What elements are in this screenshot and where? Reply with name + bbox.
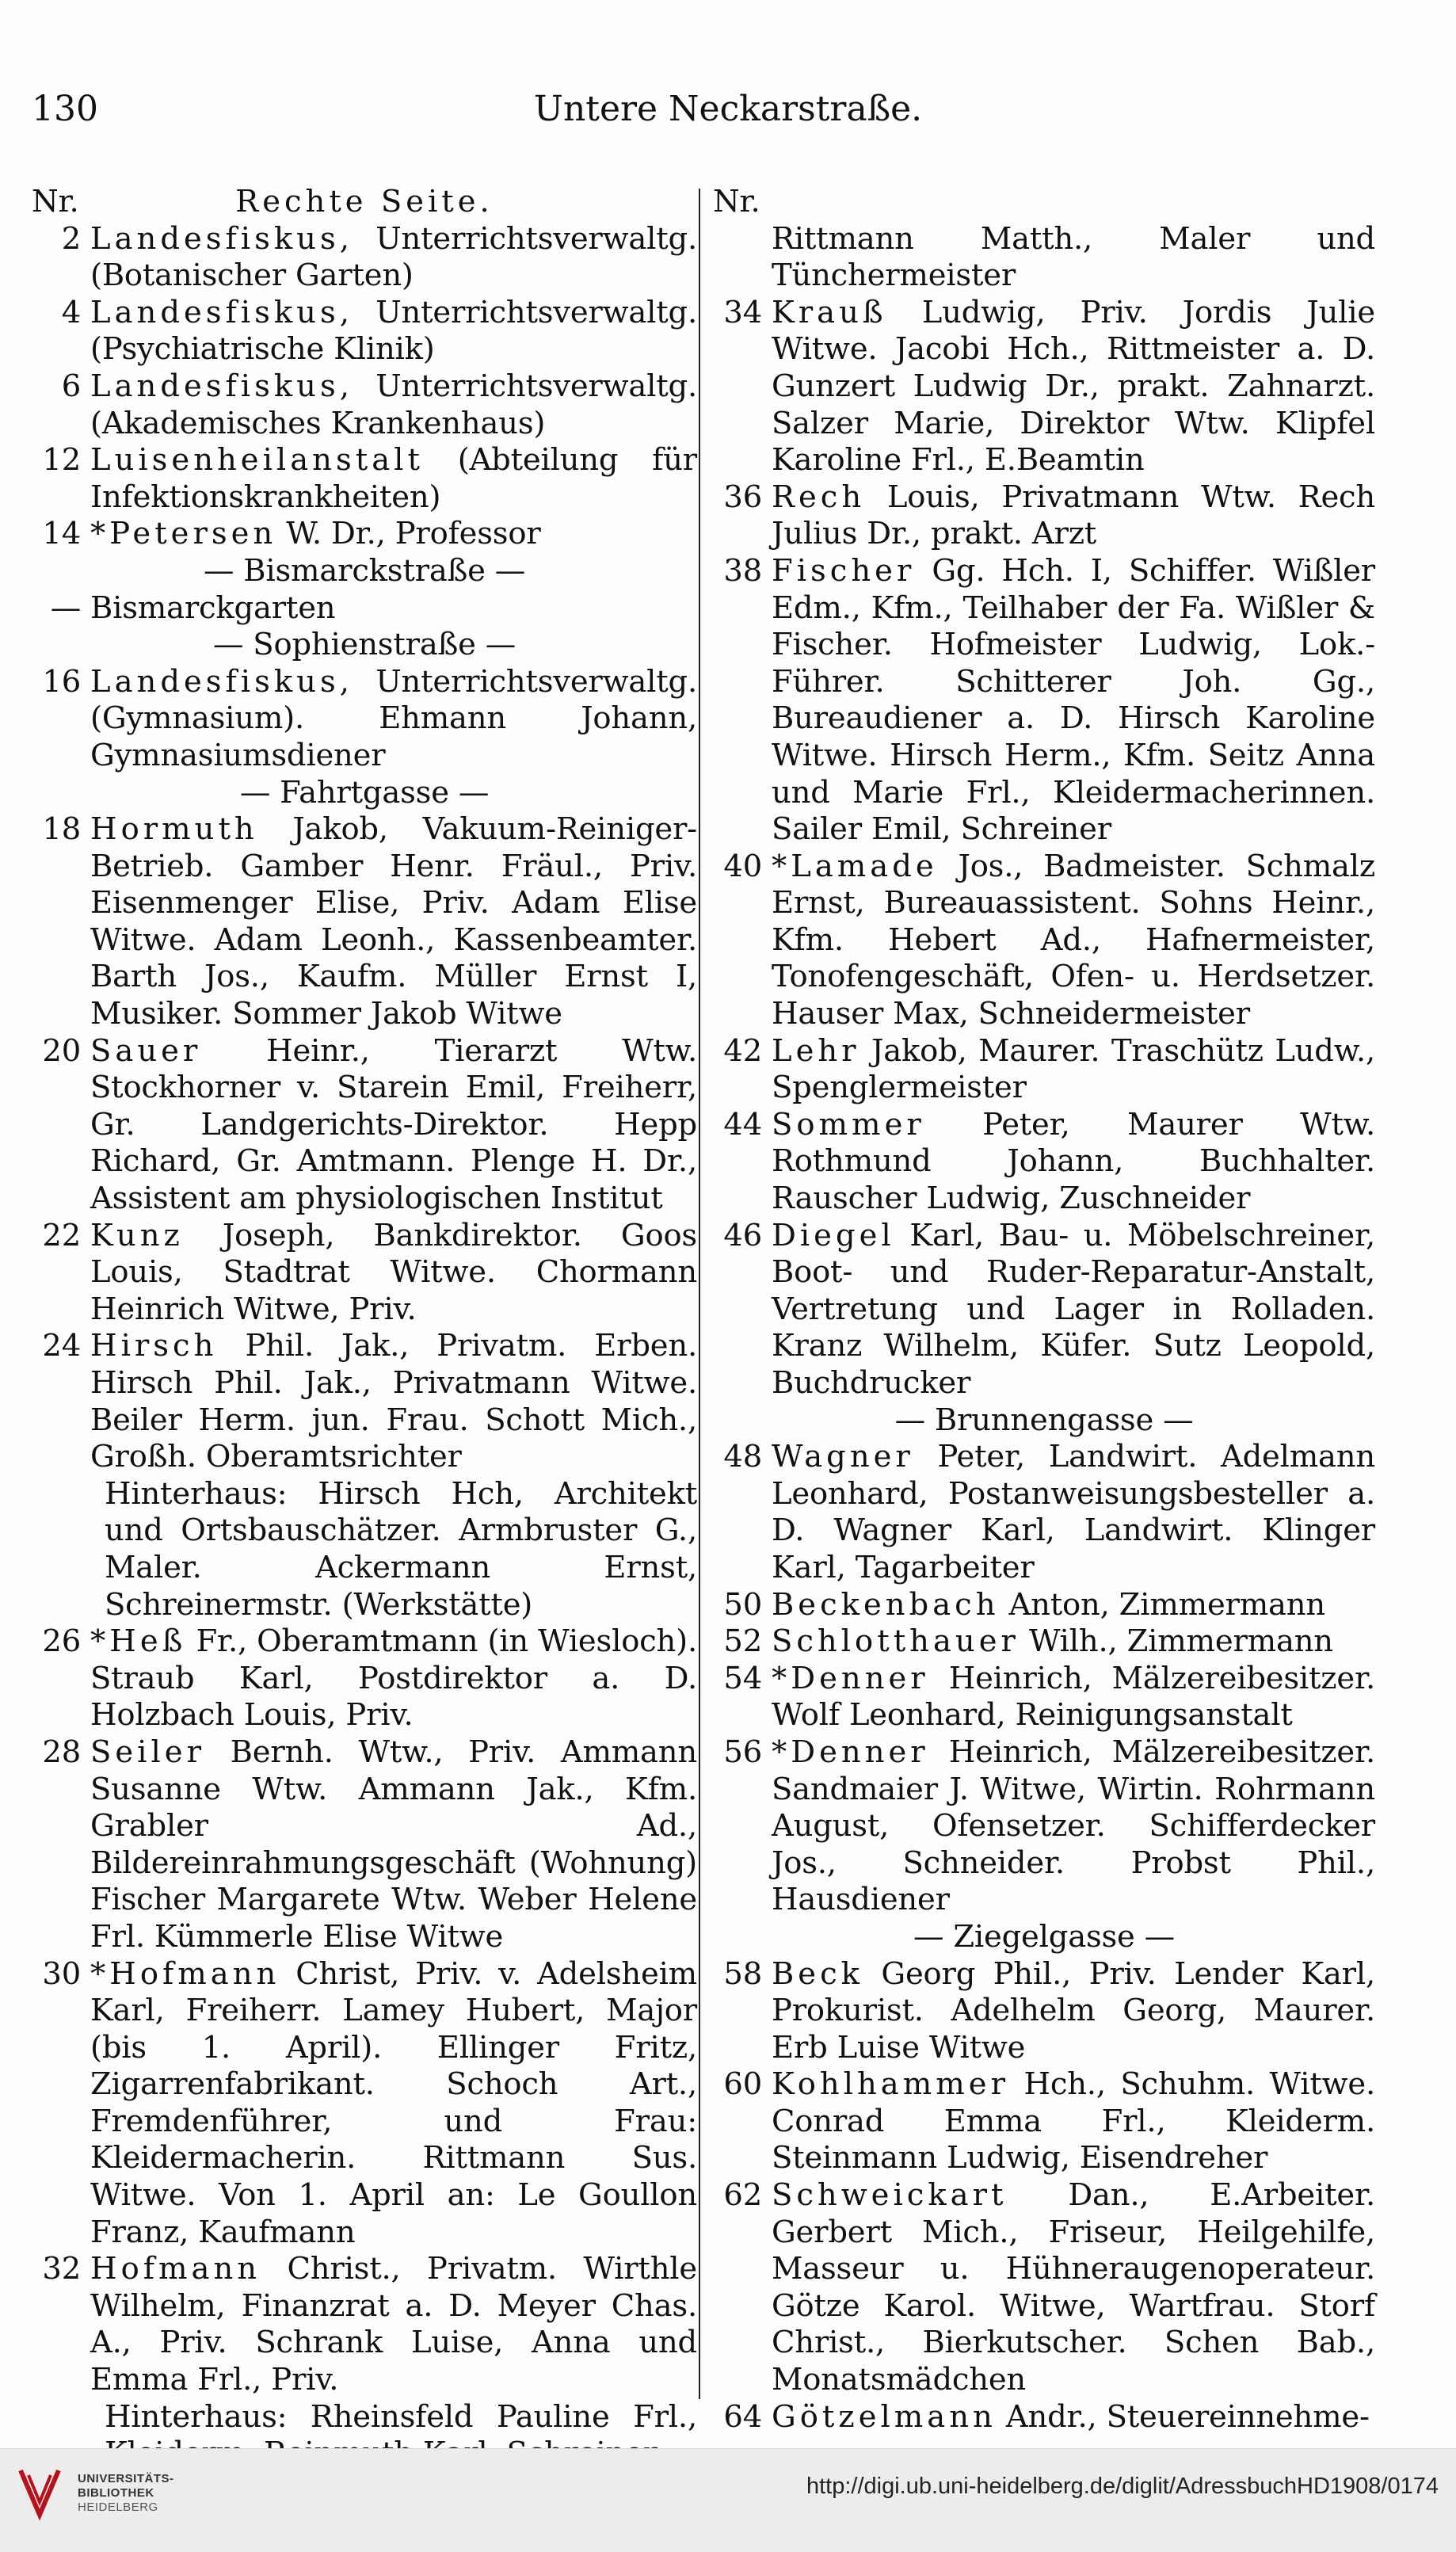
entry-text [90, 368, 697, 442]
house-number: 36 [723, 479, 762, 515]
residents-text: Christ, Priv. v. Adelsheim Karl, Freiherr. Lamey Hubert, Major (bis 1. April). Ellinger Fritz, Zigarrenfabrikant. Schoch Art., Fremdenführer, und Frau: Kleidermacherin. Rittmann Sus. Witwe. Von 1. April an: Le Goullon Franz, Kaufmann [90, 1955, 697, 2250]
owner-name: *Lamade [772, 848, 938, 884]
ub-heidelberg-logo-icon [16, 2466, 63, 2521]
house-number: 62 [723, 2177, 762, 2214]
residents-text: Christ., Privatm. Wirthle Wilhelm, Finanzrat a. D. Meyer Chas. A., Priv. Schrank Luise, Anna und Emma Frl., Priv. [90, 2251, 697, 2398]
owner-name: *Heß [90, 1623, 187, 1660]
house-entry [32, 664, 697, 775]
right-column [713, 184, 1375, 2436]
residents-text: Bernh. Wtw., Priv. Ammann Susanne Wtw. Ammann Jak., Kfm. Grabler Ad., Bildereinrahmungsgeschäft (Wohnung) Fischer Margarete Wtw. Weber Helene Frl. Kümmerle Elise Witwe [90, 1734, 697, 1955]
owner-name: Luisenheilanstalt [90, 442, 424, 479]
house-number: 22 [42, 1217, 81, 1253]
street-heading: — Brunnengasse — [894, 1402, 1194, 1438]
house-number: 56 [723, 1734, 762, 1770]
house-number: — [50, 589, 81, 626]
side-heading: Rechte Seite. [235, 184, 494, 219]
entry-text [772, 849, 1375, 1033]
residents-text: Andr., Steuereinnehme- [996, 2398, 1370, 2435]
owner-name: Lehr [772, 1032, 860, 1069]
owner-name: Seiler [90, 1734, 205, 1770]
house-number: 42 [723, 1032, 762, 1069]
house-number: 30 [42, 1955, 81, 1992]
residents-text: Hinterhaus: Hirsch Hch, Architekt und Ortsbauschätzer. Armbruster G., Maler. Ackermann Ernst, Schreinermstr. (Werkstätte) [105, 1475, 697, 1623]
residents-text: Joseph, Bankdirektor. Goos Louis, Stadtrat Witwe. Chormann Heinrich Witwe, Priv. [90, 1217, 697, 1327]
house-entry [713, 1623, 1375, 1661]
residents-text: Hinterhaus: Rheinsfeld Pauline Frl., [105, 2398, 697, 2435]
house-entry [713, 553, 1375, 849]
residents-text: Karl, Bau- u. Möbelschreiner, Boot- und Ruder-Reparatur-Anstalt, Vertretung und Lager in Rolladen. Kranz Wilhelm, Küfer. Sutz Leopold, Buchdrucker [772, 1217, 1375, 1401]
entry-text [772, 479, 1375, 553]
residents-text: Rittmann Matth., Maler und Tünchermeister [772, 220, 1375, 294]
entry-text [90, 516, 697, 553]
entry-text [90, 1956, 697, 2252]
entry-text [772, 1439, 1375, 1586]
house-number: 20 [42, 1032, 81, 1069]
house-entry [713, 2399, 1375, 2436]
owner-name: Hirsch [90, 1328, 218, 1364]
house-number [713, 221, 762, 295]
owner-name: Landesfiskus [90, 368, 340, 404]
house-entry [32, 1033, 697, 1218]
entry-text [772, 553, 1375, 849]
residents-text: Louis, Privatmann Wtw. Rech Julius Dr., prakt. Arzt [772, 479, 1375, 552]
house-entry [713, 849, 1375, 1033]
residents-text: Jakob, Maurer. Traschütz Ludw., Spenglermeister [772, 1032, 1375, 1106]
house-entry [713, 1734, 1375, 1919]
house-number: 24 [42, 1328, 81, 1364]
house-number: 48 [723, 1439, 762, 1475]
house-entry [32, 516, 697, 553]
residents-text: Heinrich, Mälzereibesitzer. Sandmaier J. Witwe, Wirtin. Rohrmann August, Ofensetzer. Schifferdecker Jos., Schneider. Probst Phil., Hausdiener [772, 1734, 1375, 1918]
residents-text: Georg Phil., Priv. Lender Karl, Prokurist. Adelhelm Georg, Maurer. Erb Luise Witwe [772, 1955, 1375, 2066]
entry-text [772, 1587, 1375, 1624]
residents-text: , Unterrichtsverwaltg. (Akademisches Krankenhaus) [90, 368, 697, 441]
house-entry [32, 590, 697, 628]
house-entry [713, 1439, 1375, 1586]
owner-name: Kohlhammer [772, 2066, 1009, 2103]
source-url-link[interactable]: http://digi.ub.uni-heidelberg.de/diglit/AdressbuchHD1908/0174 [806, 2474, 1439, 2499]
entry-text [772, 1623, 1375, 1661]
entry-text [772, 2177, 1375, 2399]
owner-name: *Hofmann [90, 1955, 280, 1992]
entry-text [772, 1033, 1375, 1107]
entry-text [90, 295, 697, 368]
house-number: 64 [723, 2398, 762, 2435]
house-entry [32, 221, 697, 295]
residents-text: Hch., Schuhm. Witwe. Conrad Emma Frl., Kleiderm. Steinmann Ludwig, Eisendreher [772, 2066, 1375, 2176]
left-entry-list [32, 221, 697, 2473]
owner-name: *Denner [772, 1660, 929, 1696]
entry-text [772, 1734, 1375, 1919]
owner-name: *Denner [772, 1734, 929, 1770]
residents-text: Dan., E.Arbeiter. Gerbert Mich., Friseur, Heilgehilfe, Masseur u. Hühneraugenoperateur. Götze Karol. Witwe, Wartfrau. Storf Christ., Bierkutscher. Schen Bab., Monatsmädchen [772, 2177, 1375, 2398]
owner-name: Götzelmann [772, 2398, 997, 2435]
residents-text: Bismarckgarten [90, 589, 336, 626]
left-column-heading [32, 184, 697, 221]
entry-text [772, 1956, 1375, 2067]
residents-text: , Unterrichtsverwaltg. (Psychiatrische Klinik) [90, 294, 697, 368]
residents-text: Jakob, Vakuum-Reiniger-Betrieb. Gamber Henr. Fräul., Priv. Eisenmenger Elise, Priv. Adam Elise Witwe. Adam Leonh., Kassenbeamter. Barth Jos., Kaufm. Müller Ernst I, Musiker. Sommer Jakob Witwe [90, 811, 697, 1032]
house-number: 54 [723, 1660, 762, 1696]
residents-text: Gg. Hch. I, Schiffer. Wißler Edm., Kfm., Teilhaber der Fa. Wißler & Fischer. Hofmeister Ludwig, Lok.-Führer. Schitterer Joh. Gg., Bureaudiener a. D. Hirsch Karoline Witwe. Hirsch Herm., Kfm. Seitz Anna und Marie Frl., Kleidermacherinnen. Sailer Emil, Schreiner [772, 552, 1375, 848]
house-number: 12 [42, 442, 81, 479]
house-entry [713, 221, 1375, 295]
owner-name: Landesfiskus [90, 220, 340, 257]
entry-text [772, 2399, 1375, 2436]
residents-text: Anton, Zimmermann [999, 1586, 1325, 1623]
residents-text: Heinrich, Mälzereibesitzer. Wolf Leonhard, Reinigungsanstalt [772, 1660, 1375, 1734]
owner-name: Landesfiskus [90, 663, 340, 700]
page-title: Untere Neckarstraße. [533, 89, 923, 129]
owner-name: Hormuth [90, 811, 258, 848]
house-number: 46 [723, 1217, 762, 1253]
residents-text: , Unterrichtsverwaltg. (Gymnasium). Ehmann Johann, Gymnasiumsdiener [90, 663, 697, 773]
residents-text: Peter, Landwirt. Adelmann Leonhard, Postanweisungsbesteller a. D. Wagner Karl, Landwirt. Klinger Karl, Tagarbeiter [772, 1439, 1375, 1585]
house-entry [32, 1623, 697, 1734]
house-number: 16 [42, 663, 81, 700]
entry-text [90, 2251, 697, 2398]
residents-text: , Unterrichtsverwaltg. (Botanischer Garten) [90, 220, 697, 294]
residents-text: Fr., Oberamtmann (in Wiesloch). Straub Karl, Postdirektor a. D. Holzbach Louis, Priv. [90, 1623, 697, 1734]
entry-text [90, 1218, 697, 1329]
house-number: 40 [723, 848, 762, 884]
house-number: 50 [723, 1586, 762, 1623]
right-column-heading [713, 184, 1375, 221]
owner-name: Landesfiskus [90, 294, 340, 330]
owner-name: Sauer [90, 1032, 202, 1069]
house-entry [32, 2251, 697, 2398]
entry-text [90, 664, 697, 775]
street-heading: — Ziegelgasse — [913, 1918, 1175, 1955]
owner-name: Hofmann [90, 2251, 261, 2287]
residents-text: Wilh., Zimmermann [1019, 1623, 1333, 1660]
rear-building-entry [32, 1476, 697, 1623]
house-entry [713, 2066, 1375, 2177]
residents-text: Peter, Maurer Wtw. Rothmund Johann, Buchhalter. Rauscher Ludwig, Zuschneider [772, 1106, 1375, 1217]
house-number: 6 [61, 368, 81, 404]
nr-label: Nr. [713, 184, 760, 219]
right-entry-list [713, 221, 1375, 2436]
house-number: 2 [61, 220, 81, 257]
residents-text: Jos., Badmeister. Schmalz Ernst, Bureauassistent. Sohns Heinr., Kfm. Hebert Ad., Hafnermeister, Tonofengeschäft, Ofen- u. Herdsetzer. Hauser Max, Schneidermeister [772, 848, 1375, 1032]
nr-label: Nr. [32, 184, 79, 219]
house-number: 58 [723, 1955, 762, 1992]
house-entry [32, 368, 697, 442]
entry-text [772, 1661, 1375, 1734]
library-name-line1: UNIVERSITÄTS- [78, 2472, 174, 2485]
house-entry [32, 295, 697, 368]
house-entry [713, 2177, 1375, 2399]
entry-text [772, 1218, 1375, 1402]
street-heading: — Bismarckstraße — [203, 552, 526, 589]
residents-text: (Abteilung für Infektionskrankheiten) [90, 442, 697, 515]
house-number [32, 1476, 81, 1623]
house-entry [713, 1218, 1375, 1402]
house-entry [713, 479, 1375, 553]
house-number: 38 [723, 552, 762, 589]
house-entry [713, 1033, 1375, 1107]
house-number: 34 [723, 294, 762, 330]
entry-text [90, 1734, 697, 1956]
house-entry [32, 1328, 697, 1475]
residents-text: W. Dr., Professor [276, 516, 541, 552]
owner-name: Sommer [772, 1106, 925, 1142]
house-entry [32, 1956, 697, 2252]
library-name-line2: BIBLIOTHEK [78, 2486, 154, 2500]
owner-name: Diegel [772, 1217, 895, 1253]
house-number: 14 [42, 516, 81, 552]
residents-text: Phil. Jak., Privatm. Erben. Hirsch Phil. Jak., Privatmann Witwe. Beiler Herm. jun. Frau. Schott Mich., Großh. Oberamtsrichter [90, 1328, 697, 1475]
entry-text [772, 221, 1375, 295]
residents-text: Heinr., Tierarzt Wtw. Stockhorner v. Starein Emil, Freiherr, Gr. Landgerichts-Direktor. Hepp Richard, Gr. Amtmann. Plenge H. Dr., Assistent am physiologischen Institut [90, 1032, 697, 1217]
house-number: 28 [42, 1734, 81, 1770]
house-number: 52 [723, 1623, 762, 1660]
entry-text [90, 1328, 697, 1475]
library-name-line3: HEIDELBERG [78, 2501, 158, 2514]
owner-name: Schlotthauer [772, 1623, 1020, 1660]
entry-text [772, 1107, 1375, 1218]
owner-name: Rech [772, 479, 866, 515]
owner-name: Beck [772, 1955, 863, 1992]
entry-text [90, 442, 697, 516]
house-entry [32, 442, 697, 516]
house-number: 32 [42, 2251, 81, 2287]
house-entry [713, 1956, 1375, 2067]
column-divider [699, 189, 700, 2399]
entry-text [90, 221, 697, 295]
page-number: 130 [32, 89, 98, 129]
owner-name: Beckenbach [772, 1586, 1000, 1623]
owner-name: Kunz [90, 1217, 184, 1253]
house-entry [32, 1218, 697, 1329]
entry-text [90, 590, 697, 628]
entry-text [90, 1033, 697, 1218]
house-entry [713, 1661, 1375, 1734]
owner-name: Wagner [772, 1439, 914, 1475]
house-number: 4 [61, 294, 81, 330]
entry-text [90, 1476, 697, 1623]
owner-name: Fischer [772, 552, 916, 589]
owner-name: Krauß [772, 294, 887, 330]
left-column [32, 184, 697, 2473]
house-entry [713, 1107, 1375, 1218]
residents-text: Ludwig, Priv. Jordis Julie Witwe. Jacobi Hch., Rittmeister a. D. Gunzert Ludwig Dr., prakt. Zahnarzt. Salzer Marie, Direktor Wtw. Klipfel Karoline Frl., E.Beamtin [772, 294, 1375, 479]
street-heading: — Fahrtgasse — [239, 774, 490, 811]
street-heading: — Sophienstraße — [212, 627, 516, 663]
entry-text [90, 811, 697, 1033]
house-number: 44 [723, 1106, 762, 1142]
house-number: 26 [42, 1623, 81, 1660]
house-entry [32, 1734, 697, 1956]
house-number: 60 [723, 2066, 762, 2103]
house-number: 18 [42, 811, 81, 848]
entry-text [772, 295, 1375, 479]
entry-text [772, 2066, 1375, 2177]
owner-name: Schweickart [772, 2177, 1008, 2214]
house-entry [32, 811, 697, 1033]
owner-name: *Petersen [90, 516, 277, 552]
entry-text [90, 1623, 697, 1734]
house-entry [713, 1587, 1375, 1624]
house-entry [713, 295, 1375, 479]
